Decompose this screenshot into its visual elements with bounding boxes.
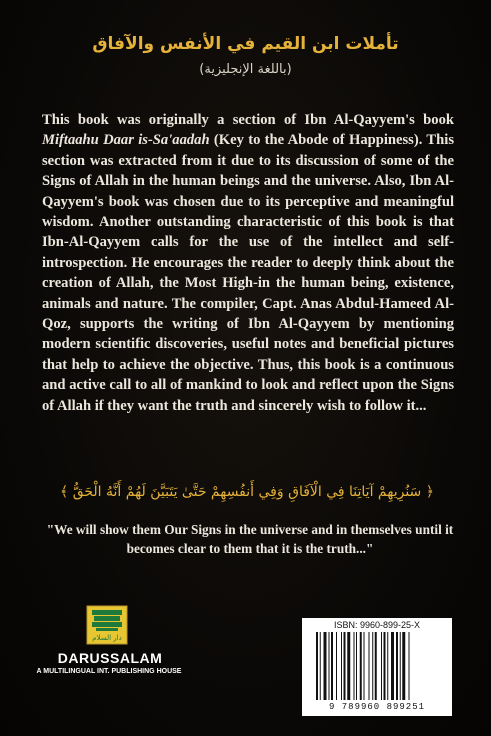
description-paragraph: [42, 110, 454, 416]
arabic-subtitle: (باللغة الإنجليزية): [199, 62, 292, 77]
barcode-panel: [302, 618, 452, 716]
barcode-number: 9 789960 899251: [328, 702, 425, 712]
publisher-tagline: A MULTILINGUAL INT. PUBLISHING HOUSE: [36, 668, 182, 675]
book-stack-icon: [86, 605, 128, 645]
verse-arabic-text: سَنُرِيهِمْ آيَاتِنَا فِي الْآفَاقِ وَفِي أَنفُسِهِمْ حَتَّىٰ يَتَبَيَّنَ لَهُمْ أَنَّهُ الْحَقُّ: [72, 484, 422, 500]
publisher-name: DARUSSALAM: [57, 650, 163, 666]
book-title-italic: Miftaahu Daar is-Sa'aadah: [42, 132, 210, 149]
logo-arabic-text: دار السلام: [92, 634, 122, 642]
arabic-title: تأملات ابن القيم في الأنفس والآفاق: [92, 34, 399, 54]
verse-open-bracket: ﴿: [425, 484, 434, 500]
quran-verse-arabic: [60, 484, 434, 500]
barcode-icon: [316, 632, 438, 702]
verse-close-bracket: ﴾: [60, 484, 69, 500]
quran-verse-english: "We will show them Our Signs in the universe and in themselves until it becomes clear to them that it is the truth...": [46, 522, 454, 556]
isbn-label: ISBN: 9960-899-25-X: [333, 620, 421, 630]
description-text-1: This book was originally a section of Ibn Al-Qayyem's book: [42, 112, 454, 128]
description-text-2: (Key to the Abode of Happiness). This section was extracted from it due to its discussion of some of the Signs of Allah in the human beings and the universe. Also, Ibn Al-Qayyem's book was chosen due to its perceptive and meaningful wisdom. Another outstanding characteristic of this book is that Ibn-Al-Qayyem calls for the use of the intellect and self-introspection. He encourages the reader to deeply think about the creation of Allah, the Most High-in the human being, existence, animals and nature. The compiler, Capt. Anas Abdul-Hameed Al-Qoz, supports the writing of Ibn Al-Qayyem by mentioning modern scientific discoveries, useful notes and beneficial pictures that help to achieve the objective. Thus, this book is a continuous and active call to all of mankind to look and reflect upon the Signs of Allah if they want the truth and sincerely wish to follow it...: [42, 132, 455, 414]
